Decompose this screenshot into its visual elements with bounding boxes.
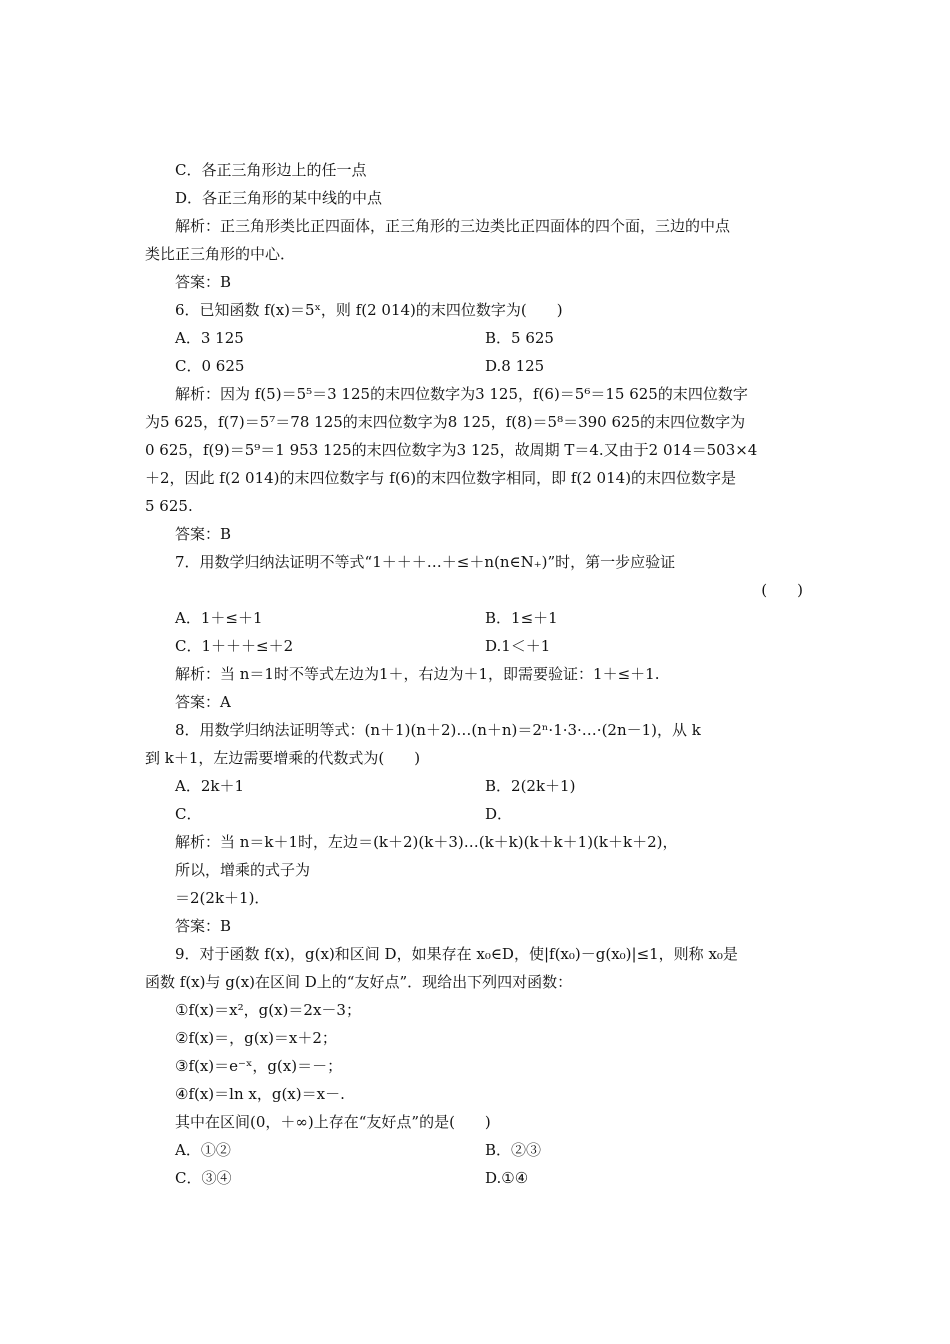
document-page <box>145 156 805 1192</box>
q6-solution-line4: ＋2，因此 f(2 014)的末四位数字与 f(6)的末四位数字相同，即 f(2 014)的末四位数字是 <box>145 469 737 487</box>
q5-solution-line1: 解析：正三角形类比正四面体，正三角形的三边类比正四面体的四个面，三边的中点 <box>175 217 731 235</box>
q8-option-b: B．2(2k＋1) <box>485 777 576 795</box>
q8-options-cd <box>145 800 805 828</box>
q8-solution-line1: 解析：当 n＝k＋1时，左边＝(k＋2)(k＋3)…(k＋k)(k＋k＋1)(k＋k＋2)， <box>175 833 678 851</box>
q8-solution-line2: 所以，增乘的式子为 <box>175 861 311 879</box>
q7-option-a: A．1＋≤＋1 <box>175 609 263 627</box>
q6-options-ab <box>145 324 805 352</box>
q7-option-c: C．1＋＋＋≤＋2 <box>175 637 294 655</box>
q8-option-a: A．2k＋1 <box>175 777 245 795</box>
q9-option-b: B．②③ <box>485 1141 542 1159</box>
q7-option-d: D.1＜＋1 <box>485 637 551 655</box>
q5-solution-line2: 类比正三角形的中心． <box>145 245 296 263</box>
q6-stem: 6．已知函数 f(x)＝5ˣ，则 f(2 014)的末四位数字为( ) <box>175 301 563 319</box>
q5-option-c: C．各正三角形边上的任一点 <box>175 161 367 179</box>
q6-option-b: B．5 625 <box>485 329 554 347</box>
q9-options-cd <box>145 1164 805 1192</box>
q5-option-d: D．各正三角形的某中线的中点 <box>175 189 383 207</box>
q8-stem-line1: 8．用数学归纳法证明等式：(n＋1)(n＋2)…(n＋n)＝2ⁿ·1·3·…·(2n－1)，从 k <box>175 721 701 739</box>
q7-options-cd <box>145 632 805 660</box>
q8-options-ab <box>145 772 805 800</box>
q6-options-cd <box>145 352 805 380</box>
q6-solution-line1: 解析：因为 f(5)＝5⁵＝3 125的末四位数字为3 125，f(6)＝5⁶＝15 625的末四位数字 <box>175 385 748 403</box>
q7-option-b: B．1≤＋1 <box>485 609 558 627</box>
q6-solution-line5: 5 625. <box>145 497 193 515</box>
q8-stem-line2: 到 k＋1，左边需要增乘的代数式为( ) <box>145 749 421 767</box>
q7-stem: 7．用数学归纳法证明不等式“1＋＋＋…＋≤＋n(n∈N₊)”时，第一步应验证 <box>175 553 676 571</box>
q9-pair-3: ③f(x)＝e⁻ˣ，g(x)＝－； <box>175 1057 343 1075</box>
q9-stem-line2: 函数 f(x)与 g(x)在区间 D上的“友好点”．现给出下列四对函数： <box>145 973 573 991</box>
q6-answer: 答案：B <box>175 525 232 543</box>
q5-answer: 答案：B <box>175 273 232 291</box>
q9-option-a: A．①② <box>175 1141 231 1159</box>
q6-option-d: D.8 125 <box>485 357 545 375</box>
q8-solution-line3: ＝2(2k＋1)． <box>175 889 270 907</box>
q8-option-d: D． <box>485 805 513 823</box>
q6-option-a: A．3 125 <box>175 329 244 347</box>
q9-option-c: C．③④ <box>175 1169 232 1187</box>
q6-solution-line3: 0 625，f(9)＝5⁹＝1 953 125的末四位数字为3 125，故周期 T＝4.又由于2 014＝503×4 <box>145 441 758 459</box>
q9-option-d: D.①④ <box>485 1169 529 1187</box>
q7-options-ab <box>145 604 805 632</box>
q7-answer-paren: ( ) <box>761 581 803 599</box>
q6-solution-line2: 为5 625，f(7)＝5⁷＝78 125的末四位数字为8 125，f(8)＝5⁸＝390 625的末四位数字为 <box>145 413 746 431</box>
q7-answer: 答案：A <box>175 693 231 711</box>
q9-options-ab <box>145 1136 805 1164</box>
q9-pair-2: ②f(x)＝，g(x)＝x＋2； <box>175 1029 337 1047</box>
q9-pair-4: ④f(x)＝ln x，g(x)＝x－. <box>175 1085 345 1103</box>
q7-solution: 解析：当 n＝1时不等式左边为1＋，右边为＋1，即需要验证：1＋≤＋1. <box>175 665 660 683</box>
q8-answer: 答案：B <box>175 917 232 935</box>
q9-pair-1: ①f(x)＝x²，g(x)＝2x－3； <box>175 1001 361 1019</box>
q9-question: 其中在区间(0，＋∞)上存在“友好点”的是( ) <box>175 1113 491 1131</box>
q6-option-c: C．0 625 <box>175 357 245 375</box>
q8-option-c: C． <box>175 805 202 823</box>
q9-stem-line1: 9．对于函数 f(x)，g(x)和区间 D，如果存在 x₀∈D，使|f(x₀)－g(x₀)|≤1，则称 x₀是 <box>175 945 738 963</box>
